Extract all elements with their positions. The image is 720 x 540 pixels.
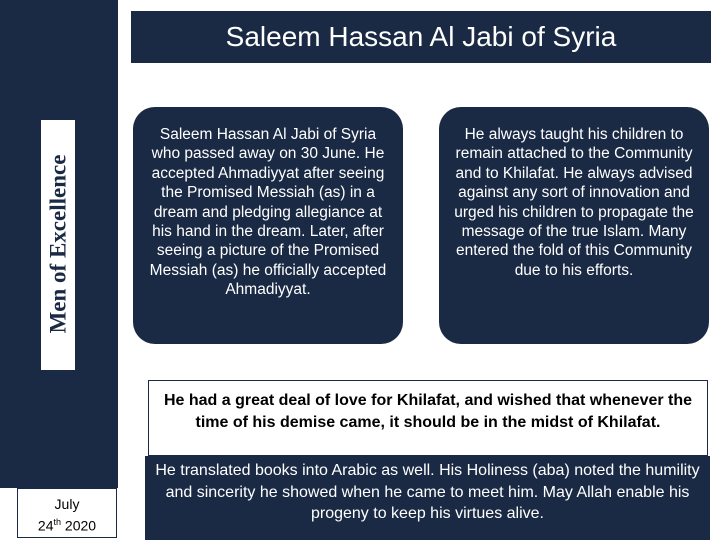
bottom-bar: He translated books into Arabic as well. His Holiness (aba) noted the humility and sincerity he showed when he came to meet him. May Allah enable his progeny to keep his virtues alive. (145, 456, 710, 540)
right-card: He always taught his children to remain attached to the Community and to Khilafat. He always advised against any sort of innovation and urged his children to propagate the message of the true Islam. Many entered the fold of this Community due to his efforts. (439, 107, 709, 344)
date-line (18, 513, 116, 535)
sidebar (0, 0, 118, 540)
date-year: 2020 (64, 517, 97, 534)
date-month: July (54, 496, 80, 512)
date-box (17, 488, 117, 538)
left-card: Saleem Hassan Al Jabi of Syria who passed away on 30 June. He accepted Ahmadiyyat after seeing the Promised Messiah (as) in a dream and pledging allegiance at his hand in the dream. Later, after seeing a picture of the Promised Messiah (as) he officially accepted Ahmadiyyat. (133, 107, 403, 344)
vertical-title (41, 0, 75, 488)
date-day: 24 (37, 517, 54, 534)
date-suffix: th (53, 517, 62, 527)
page-title: Saleem Hassan Al Jabi of Syria (131, 11, 711, 63)
quote-box: He had a great deal of love for Khilafat, and wished that whenever the time of his demise came, it should be in the midst of Khilafat. (148, 380, 708, 456)
vertical-title-text: Men of Excellence (45, 154, 71, 334)
